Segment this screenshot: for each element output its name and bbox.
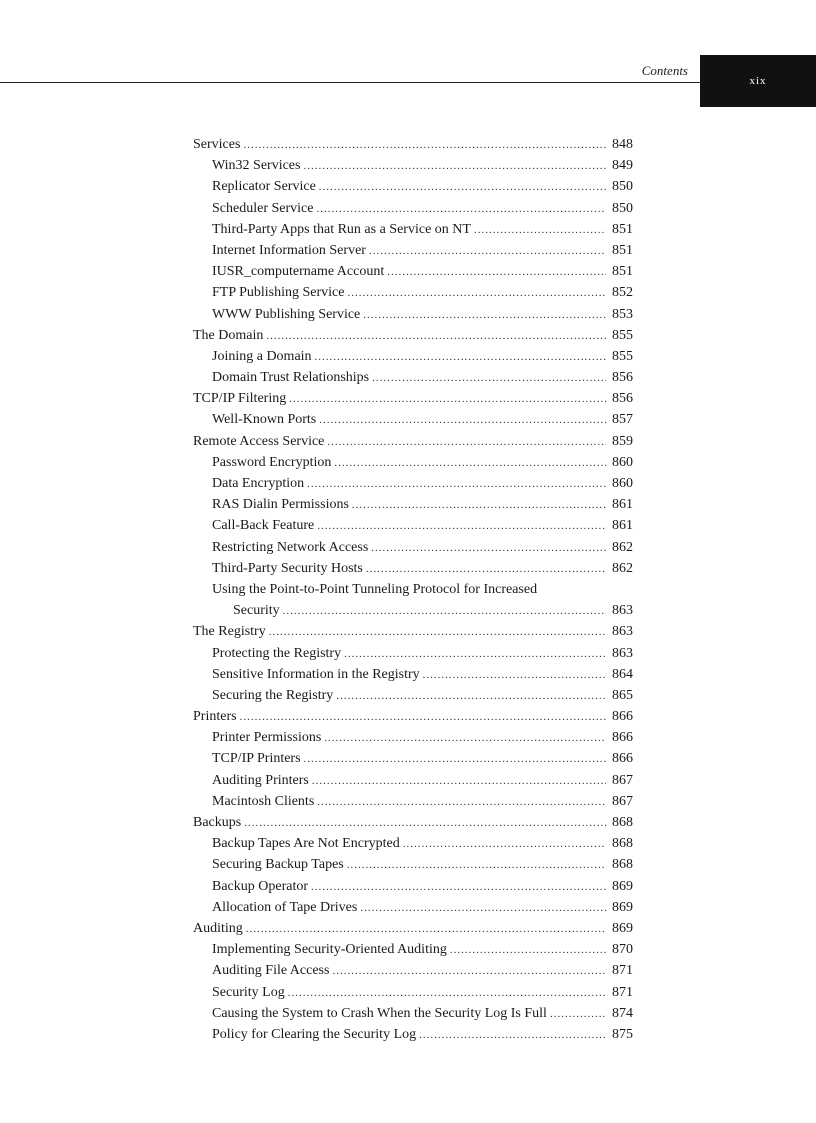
toc-entry: [193, 264, 633, 285]
toc-entry-page: 856: [612, 391, 633, 407]
toc-entry-title: Win32 Services: [212, 158, 301, 174]
toc-entry-page: 857: [612, 412, 633, 428]
toc-entry: [193, 497, 633, 518]
toc-entry: [193, 921, 633, 942]
toc-entry-page: 869: [612, 920, 633, 936]
toc-entry-page: 865: [612, 687, 633, 703]
toc-entry-page: 875: [612, 1026, 633, 1042]
toc-entry-page: 871: [612, 984, 633, 1000]
running-header: Contents: [641, 63, 688, 78]
toc-entry: [193, 688, 633, 709]
toc-entry-title: Third-Party Apps that Run as a Service on NT: [212, 221, 471, 237]
toc-entry-page: 852: [612, 285, 633, 301]
toc-entry-title: Remote Access Service: [193, 433, 325, 449]
toc-entry: [193, 222, 633, 243]
toc-entry-title: TCP/IP Printers: [212, 751, 301, 767]
toc-entry-title: Securing Backup Tapes: [212, 857, 344, 873]
toc-entry: [193, 1027, 633, 1048]
toc-entry-page: 862: [612, 560, 633, 576]
toc-entry-page: 866: [612, 709, 633, 725]
toc-entry-page: 868: [612, 836, 633, 852]
toc-entry-title: Services: [193, 137, 241, 152]
toc-entry: [193, 434, 633, 455]
toc-entry: [193, 709, 633, 730]
toc-entry-page: 867: [612, 793, 633, 809]
toc-entry-title: Policy for Clearing the Security Log: [212, 1026, 417, 1042]
dot-leader: [303, 160, 606, 172]
dot-leader: [324, 732, 606, 744]
toc-entry-title: Domain Trust Relationships: [212, 370, 370, 386]
dot-leader: [450, 944, 606, 956]
dot-leader: [289, 393, 606, 405]
toc-entry-page: 862: [612, 539, 633, 555]
toc-entry: [193, 603, 633, 624]
dot-leader: [244, 817, 606, 829]
toc-entry-title: Auditing File Access: [212, 963, 330, 979]
toc-entry: [193, 879, 633, 900]
dot-leader: [423, 669, 606, 681]
dot-leader: [304, 753, 606, 765]
toc-entry-page: 866: [612, 751, 633, 767]
toc-entry-title: Causing the System to Crash When the Security Log Is Full: [212, 1005, 547, 1021]
toc-entry-title: Third-Party Security Hosts: [212, 560, 363, 576]
toc-entry-title: The Domain: [193, 327, 264, 343]
toc-entry-title: Well-Known Ports: [212, 412, 317, 428]
toc-entry: [193, 137, 633, 158]
toc-entry-title: Auditing: [193, 920, 243, 936]
toc-entry: [193, 730, 633, 751]
dot-leader: [348, 287, 607, 299]
toc-entry-page: 867: [612, 772, 633, 788]
dot-leader: [334, 457, 606, 469]
toc-entry-title: Restricting Network Access: [212, 539, 369, 555]
toc-entry-page: 849: [612, 158, 633, 174]
toc-entry: [193, 751, 633, 772]
toc-entry-page: 863: [612, 603, 633, 619]
toc-entry-title: Protecting the Registry: [212, 645, 342, 661]
toc-entry-title: Using the Point-to-Point Tunneling Protocol for Increased: [212, 581, 538, 597]
toc-entry: [193, 328, 633, 349]
toc-entry: [193, 815, 633, 836]
toc-entry-page: 853: [612, 306, 633, 322]
toc-entry-title: Joining a Domain: [212, 348, 312, 364]
toc-entry-title: Securing the Registry: [212, 687, 334, 703]
toc-entry-title: Security Log: [212, 984, 285, 1000]
toc-entry: [193, 1006, 633, 1027]
toc-entry-title: FTP Publishing Service: [212, 285, 345, 301]
toc-entry: [193, 285, 633, 306]
toc-entry-page: 863: [612, 645, 633, 661]
toc-entry: [193, 773, 633, 794]
table-of-contents: [193, 137, 633, 1048]
toc-entry-title: The Registry: [193, 624, 266, 640]
toc-entry-title: Internet Information Server: [212, 242, 366, 258]
dot-leader: [363, 309, 606, 321]
toc-entry: [193, 646, 633, 667]
toc-entry-page: 874: [612, 1005, 633, 1021]
dot-leader: [246, 923, 606, 935]
toc-entry: [193, 412, 633, 433]
dot-leader: [347, 859, 606, 871]
toc-entry-page: 860: [612, 476, 633, 491]
toc-entry: [193, 667, 633, 688]
toc-entry: [193, 391, 633, 412]
toc-entry: [193, 561, 633, 582]
toc-entry: [193, 985, 633, 1006]
toc-entry-page: 866: [612, 730, 633, 746]
toc-entry-title: Printers: [193, 709, 237, 725]
dot-leader: [317, 520, 606, 532]
toc-entry-title: IUSR_computername Account: [212, 264, 385, 280]
dot-leader: [371, 542, 606, 554]
toc-entry-title: Password Encryption: [212, 454, 332, 470]
dot-leader: [327, 436, 606, 448]
toc-entry-page: 856: [612, 370, 633, 386]
toc-entry-page: 850: [612, 179, 633, 195]
toc-entry-title: WWW Publishing Service: [212, 306, 361, 322]
toc-entry-page: 869: [612, 878, 633, 894]
page-number-tab: xix: [700, 55, 816, 107]
dot-leader: [312, 775, 606, 787]
toc-entry: [193, 243, 633, 264]
toc-entry: [193, 370, 633, 391]
toc-entry: [193, 857, 633, 878]
toc-entry-page: 870: [612, 942, 633, 958]
toc-entry: [193, 518, 633, 539]
toc-entry: [193, 794, 633, 815]
toc-entry-page: 861: [612, 497, 633, 513]
toc-entry: [193, 476, 633, 497]
toc-entry-page: 851: [612, 264, 633, 280]
dot-leader: [369, 245, 606, 257]
dot-leader: [240, 711, 606, 723]
toc-entry-title: Sensitive Information in the Registry: [212, 666, 420, 682]
toc-entry-page: 869: [612, 899, 633, 915]
toc-entry-page: 864: [612, 666, 633, 682]
toc-entry-page: 851: [612, 242, 633, 258]
dot-leader: [319, 414, 606, 426]
dot-leader: [387, 266, 606, 278]
toc-entry-page: 871: [612, 963, 633, 979]
toc-entry: [193, 455, 633, 476]
dot-leader: [243, 139, 606, 151]
toc-entry: [193, 201, 633, 222]
dot-leader: [372, 372, 606, 384]
dot-leader: [283, 605, 606, 617]
toc-entry-title: Implementing Security-Oriented Auditing: [212, 942, 447, 958]
toc-entry-title: Backups: [193, 815, 242, 830]
toc-entry-title: Backup Tapes Are Not Encrypted: [212, 836, 400, 852]
toc-entry: [193, 349, 633, 370]
toc-entry-page: 860: [612, 454, 633, 470]
toc-entry-title: Scheduler Service: [212, 200, 314, 216]
toc-entry: [193, 158, 633, 179]
dot-leader: [344, 648, 606, 660]
toc-entry-title: Allocation of Tape Drives: [212, 899, 358, 915]
dot-leader: [419, 1029, 606, 1041]
toc-entry-page: 859: [612, 433, 633, 449]
toc-entry: [193, 963, 633, 984]
dot-leader: [288, 987, 606, 999]
toc-entry: [193, 540, 633, 561]
dot-leader: [403, 838, 606, 850]
toc-entry-page: 868: [612, 815, 633, 830]
dot-leader: [550, 1008, 606, 1020]
dot-leader: [352, 499, 606, 511]
toc-entry-title: Security: [233, 603, 280, 619]
toc-entry-page: 868: [612, 857, 633, 873]
toc-entry: [193, 900, 633, 921]
toc-entry-title: Backup Operator: [212, 878, 309, 894]
toc-entry-title: Replicator Service: [212, 179, 316, 195]
toc-entry: [193, 307, 633, 328]
toc-entry-title: TCP/IP Filtering: [193, 391, 287, 407]
toc-entry: [193, 179, 633, 200]
header-rule: [0, 82, 700, 83]
dot-leader: [266, 330, 606, 342]
toc-entry-title: RAS Dialin Permissions: [212, 497, 349, 513]
toc-entry-page: 850: [612, 200, 633, 216]
toc-entry-title: Auditing Printers: [212, 772, 309, 788]
toc-entry-page: 855: [612, 327, 633, 343]
dot-leader: [311, 881, 606, 893]
toc-entry-page: 861: [612, 518, 633, 534]
toc-entry: [193, 582, 633, 603]
toc-entry-title: Printer Permissions: [212, 730, 322, 746]
toc-entry-page: 863: [612, 624, 633, 640]
toc-entry: [193, 624, 633, 645]
toc-entry-title: Macintosh Clients: [212, 793, 315, 809]
dot-leader: [360, 902, 606, 914]
dot-leader: [317, 796, 606, 808]
dot-leader: [474, 224, 606, 236]
dot-leader: [315, 351, 606, 363]
dot-leader: [316, 203, 606, 215]
dot-leader: [366, 563, 606, 575]
dot-leader: [332, 965, 606, 977]
toc-entry: [193, 836, 633, 857]
dot-leader: [269, 626, 606, 638]
toc-entry-title: Data Encryption: [212, 476, 305, 491]
toc-entry-page: 848: [612, 137, 633, 152]
toc-entry-page: 855: [612, 348, 633, 364]
toc-entry: [193, 942, 633, 963]
toc-entry-title: Call-Back Feature: [212, 518, 315, 534]
dot-leader: [307, 478, 606, 490]
toc-entry-page: 851: [612, 221, 633, 237]
dot-leader: [336, 690, 606, 702]
dot-leader: [319, 181, 606, 193]
